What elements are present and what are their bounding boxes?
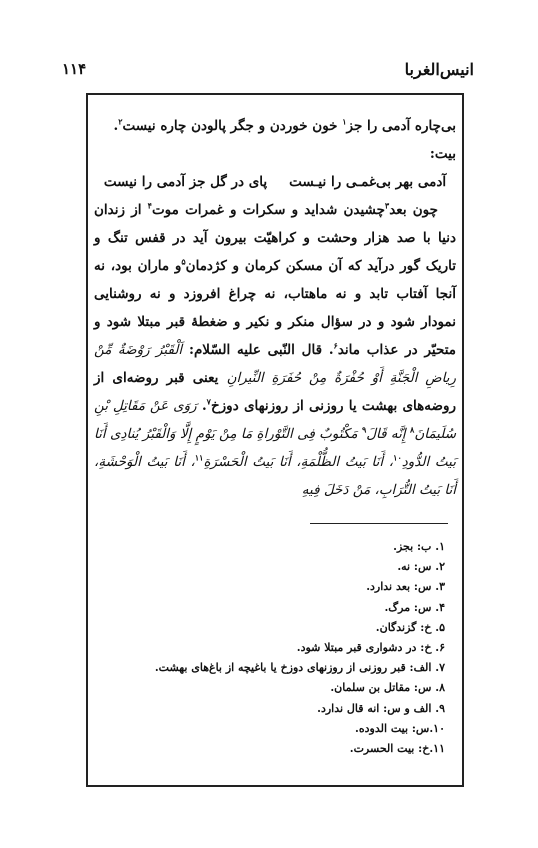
- text-span: خون خوردن و جگر پالودن چاره نیست: [122, 118, 343, 134]
- footnote-item: ۱۰.س: بیت الدوده.: [355, 721, 445, 735]
- footnote-item: ۴. س: مرگ.: [384, 600, 445, 614]
- footnotes-list: [85, 537, 445, 759]
- text-span: . قال النّبی علیه السّلام:: [182, 342, 334, 358]
- book-title: انیس‌الغربا: [404, 60, 474, 79]
- paragraph-2: [94, 196, 456, 504]
- arabic-quote: مَکْتُوبٌ فِی التَّوْراةِ مَا مِنْ یَوْمٍ إِلَّا وَالْقَبْرُ یُنادِی أَنَا بَیتُ الدُّودِ: [94, 426, 456, 470]
- footnote-item: ۷. الف: قبر روزنی از روزنهای دوزخ یا باغیچه از باغ‌های بهشت.: [154, 661, 445, 675]
- arabic-quote: ، أَنَا بَیتُ الْوَحْشَةِ، أَنَا بَیتُ التُّرَابِ، مَنْ دَخَلَ فِیهِ: [94, 454, 456, 498]
- footnote-ref-3: ۳: [384, 200, 390, 211]
- footnote-item: ۸. س: مقاتل بن سلمان.: [330, 681, 445, 695]
- footnote-item: ۹. الف و س: انه قال ندارد.: [317, 701, 445, 715]
- footnote-item: ۶. خ: در دشواری قبر مبتلا شود.: [296, 641, 445, 655]
- hadith-quote: اَلْقَبْرُ رَوْضَةٌ مِّنْ رِیاضِ الْجَنَّةِ أَوْ حُفْرَةٌ مِنْ حُفَرَةِ النِّیرانِ: [94, 342, 456, 386]
- footnote-ref-11: ۱۱: [194, 452, 204, 463]
- paragraph-1: [94, 112, 456, 140]
- bayt-label: بیت:: [429, 146, 456, 162]
- text-span: و ماران بود، نه آنجا آفتاب تابد و نه ماهتاب، نه چراغ افروزد و نه روشنایی نمودار شود و در سؤال منکر و نکیر و ضغطهٔ قبر مبتلا شود و متحیّر در عذاب ماند: [94, 258, 457, 358]
- footnote-ref-9: ۹: [361, 424, 367, 435]
- footnote-ref-4: ۴: [147, 200, 152, 211]
- text-span: چشیدن شداید و سکرات و غمرات موت: [151, 202, 385, 218]
- footnote-ref-5: ۵: [181, 256, 186, 267]
- footnote-item: ۳. س: بعد ندارد.: [366, 580, 445, 594]
- arabic-quote: ، أَنَا بَیتُ الظُّلْمَةِ، أَنَا بَیتُ الْحَسْرَةِ: [203, 454, 394, 470]
- verse-hemistich-2: پای در گل جز آدمی را نیست: [103, 174, 268, 190]
- main-text: [94, 112, 456, 504]
- page-number: ۱۱۴: [62, 60, 87, 78]
- footnote-ref-1: ۱: [342, 116, 347, 127]
- footnote-ref-8: ۸: [410, 424, 415, 435]
- arabic-quote: رَوَی عَنْ مَقَاتِلِ بْنِ سُلَیمَانَ: [94, 398, 456, 442]
- footnote-ref-10: ۱۰: [393, 452, 402, 463]
- text-span: چون بعد: [389, 202, 438, 218]
- footnote-item: ۱. ب: بجز.: [393, 540, 445, 553]
- text-span: یعنی قبر روضه‌ای از روضه‌های بهشت یا روزنی از روزنهای دوزخ: [94, 370, 457, 414]
- footnote-item: ۲. س: نه.: [397, 560, 445, 574]
- footnote-ref-2: ۲: [118, 116, 123, 127]
- page-header: [62, 60, 474, 82]
- text-span: از زندان دنیا با صد هزار وحشت و کراهیّت بیرون آید در قفس تنگ و تاریک گور درآید که آن مسکن کرمان و کژدمان: [94, 202, 457, 274]
- footnote-item: ۵. خ: گزندگان.: [375, 620, 445, 634]
- arabic-quote: إِنَّه قَالَ: [366, 426, 411, 442]
- text-span: بی‌چاره آدمی را جز: [346, 118, 456, 134]
- footnote-item: ۱۱.خ: بیت الحسرت.: [349, 742, 445, 756]
- text-span: .: [196, 398, 207, 414]
- footnote-ref-6: ۶: [333, 340, 338, 351]
- text-span: .: [113, 118, 119, 134]
- verse: [94, 168, 456, 196]
- footnote-divider: [310, 523, 448, 524]
- footnote-ref-7: ۷: [206, 396, 211, 407]
- verse-hemistich-1: آدمی بهر بی‌غمـی را نیـست: [289, 174, 447, 190]
